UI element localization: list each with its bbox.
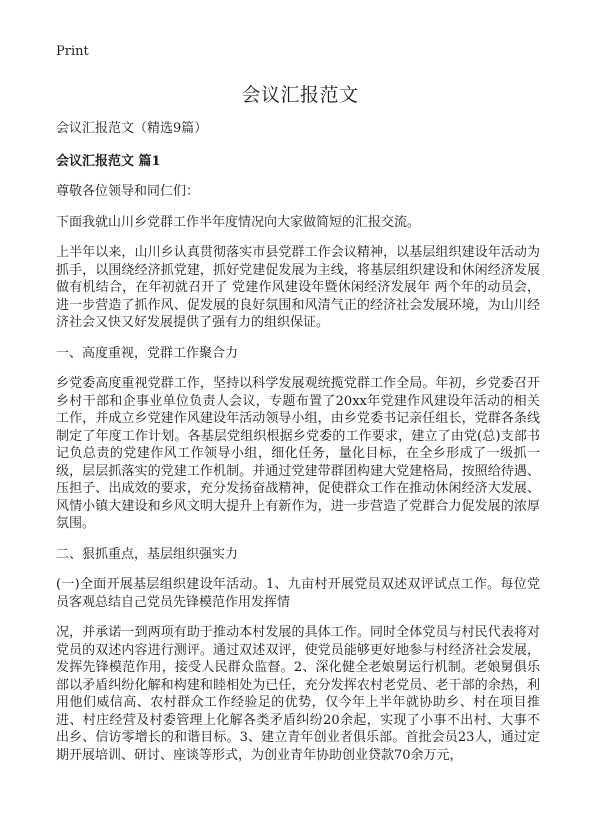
- section-heading: 会议汇报范文 篇1: [56, 153, 161, 169]
- print-link[interactable]: Print: [56, 44, 89, 59]
- subheading-2: 二、狠抓重点，基层组织强实力: [56, 546, 239, 562]
- body-paragraph-1: 乡党委高度重视党群工作，坚持以科学发展观统揽党群工作全局。年初，乡党委召开乡村干部和企事业单位负责人会议，专题布置了20xx年党建作风建设年活动的相关工作，并成立乡党建作风建设年活动领导小组，由乡党委书记亲任组长，党群各条线制定了年度工作计划。各基层党组织根据乡党委的工作要求，建立了由党(总)支部书记负总责的党建作风工作领导小组，细化任务，量化目标，在全乡形成了一级抓一级，层层抓落实的党建工作机制。并通过党建带群团构建大党建格局，按照给待遇、压担子、出成效的要求，充分发扬奋战精神，促使群众工作在推动休闲经济大发展、风情小镇大建设和乡风文明大提升上有新作为，进一步营造了党群合力促发展的浓厚氛围。: [56, 376, 540, 531]
- salutation-paragraph: 尊敬各位领导和同仁们：: [56, 184, 200, 199]
- subheading-1: 一、高度重视，党群工作聚合力: [56, 345, 239, 361]
- body-paragraph-3: 况，并承诺一到两项有助于推动本村发展的具体工作。同时全体党员与村民代表将对党员的双述内容进行测评。通过双述双评，使党员能够更好地参与村经济社会发展，发挥先锋模范作用，接受人民群众监督。2、深化健全老娘舅运行机制。老娘舅俱乐部以矛盾纠纷化解和构建和睦相处为已任，充分发挥农村老党员、老干部的余热，利用他们威信高、农村群众工作经验足的优势，仅今年上半年就协助乡、村在项目推进、村庄经营及村委管理上化解各类矛盾纠纷20余起，实现了小事不出村、大事不出乡、信访零增长的和谐目标。3、建立青年创业者俱乐部。首批会员23人，通过定期开展培训、研讨、座谈等形式，为创业青年协助创业贷款70余万元，: [56, 625, 540, 763]
- body-paragraph-2: (一)全面开展基层组织建设年活动。1、九亩村开展党员双述双评试点工作。每位党员客观总结自己党员先锋模范作用发挥情: [56, 577, 540, 610]
- document-subtitle: 会议汇报范文（精选9篇）: [56, 121, 208, 136]
- intro-paragraph: 下面我就山川乡党群工作半年度情况向大家做简短的汇报交流。: [56, 214, 421, 230]
- overview-paragraph: 上半年以来，山川乡认真贯彻落实市县党群工作会议精神，以基层组织建设年活动为抓手，以围绕经济抓党建，抓好党建促发展为主线，将基层组织建设和休闲经济发展做有机结合，在年初就召开了 党建作风建设年暨休闲经济发展年 两个年的动员会，进一步营造了抓作风、促发展的良好氛围和风清气正的经济社会发展环境，为山川经济社会又快又好发展提供了强有力的组织保证。: [56, 245, 540, 330]
- document-body: [56, 120, 540, 777]
- page-title: 会议汇报范文: [241, 84, 359, 106]
